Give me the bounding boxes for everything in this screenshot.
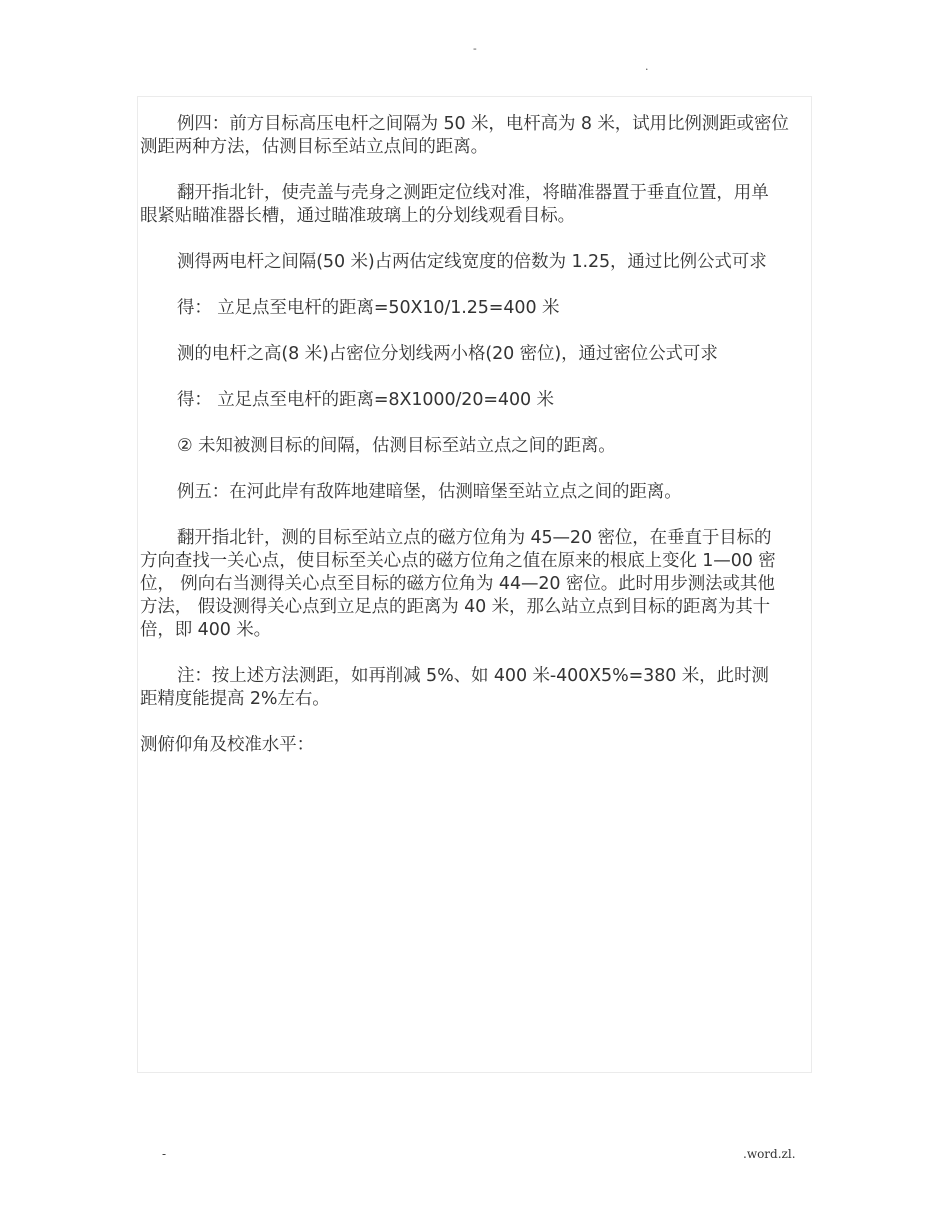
section-heading-elevation [140,734,815,757]
text-line: 测得两电杆之间隔(50 米)占两估定线宽度的倍数为 1.25，通过比例公式可求 [177,252,767,272]
header-dash: - [473,42,477,55]
text-line: 位， 例向右当测得关心点至目标的磁方位角为 44—20 密位。此时用步测法或其他 [140,574,775,594]
paragraph-example-five [140,481,815,504]
text-line: 例四：前方目标高压电杆之间隔为 50 米，电杆高为 8 米，试用比例测距或密位 [177,114,789,134]
text-line: 距精度能提高 2%左右。 [140,689,330,709]
header-dot: . [645,60,649,73]
text-line: 例五：在河此岸有敌阵地建暗堡，估测暗堡至站立点之间的距离。 [177,482,682,502]
text-line: 方法， 假设测得关心点到立足点的距离为 40 米，那么站立点到目标的距离为其十 [140,597,771,617]
paragraph-unknown-interval [140,435,815,458]
paragraph-ratio-measure [140,251,815,274]
text-line: 眼紧贴瞄准器长槽，通过瞄准玻璃上的分划线观看目标。 [140,206,575,226]
footer-dash: - [162,1147,167,1161]
text-line: 测的电杆之高(8 米)占密位分划线两小格(20 密位)，通过密位公式可求 [177,344,718,364]
paragraph-mil-measure [140,343,815,366]
text-line: ② 未知被测目标的间隔，估测目标至站立点之间的距离。 [177,436,616,456]
paragraph-mil-result [140,389,815,412]
text-line: 注：按上述方法测距，如再削减 5%、如 400 米-400X5%=380 米，此时测 [177,666,769,686]
footer-site: .word.zl. [743,1147,796,1161]
paragraph-example-four [140,113,815,159]
text-line: 翻开指北针，测的目标至站立点的磁方位角为 45—20 密位，在垂直于目标的 [177,528,772,548]
text-line: 倍，即 400 米。 [140,620,272,640]
text-line: 测距两种方法，估测目标至站立点间的距离。 [140,137,488,157]
paragraph-open-compass [140,182,815,228]
text-line: 得： 立足点至电杆的距离=8X1000/20=400 米 [177,390,554,410]
text-line: 翻开指北针，使壳盖与壳身之测距定位线对准，将瞄准器置于垂直位置，用单 [177,183,769,203]
text-line: 测俯仰角及校准水平： [140,735,314,755]
paragraph-note [140,665,815,711]
text-line: 方向查找一关心点，使目标至关心点的磁方位角之值在原来的根底上变化 1—00 密 [140,551,776,571]
text-line: 得： 立足点至电杆的距离=50X10/1.25=400 米 [177,298,560,318]
paragraph-ratio-result [140,297,815,320]
paragraph-azimuth-method [140,527,815,642]
